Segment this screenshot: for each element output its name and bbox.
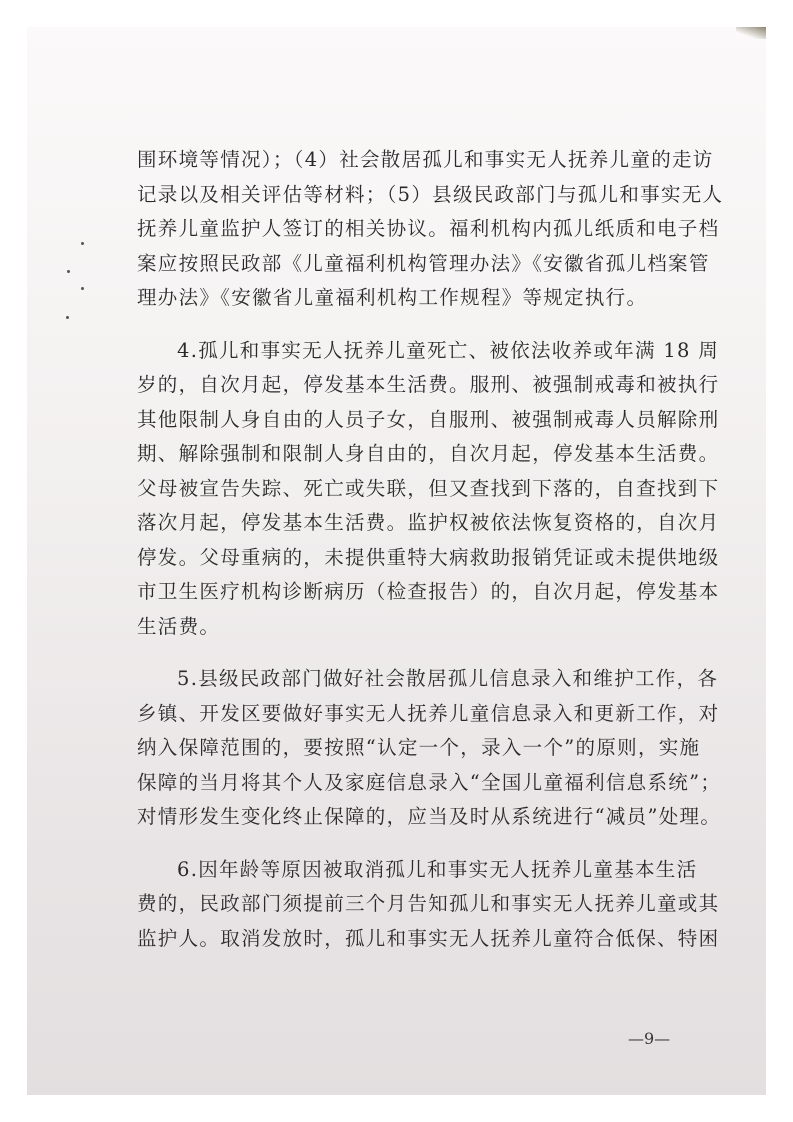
paragraph-item-4 [137,334,720,645]
text-line: 期、解除强制和限制人身自由的，自次月起，停发基本生活费。 [137,442,720,465]
text-line: 乡镇、开发区要做好事实无人抚养儿童信息录入和更新工作，对 [137,701,720,725]
document-body [137,143,724,956]
text-line: 6.因年龄等原因被取消孤儿和事实无人抚养儿童基本生活 [177,857,698,881]
text-line: 市卫生医疗机构诊断病历（检查报告）的，自次月起，停发基本 [137,580,720,603]
text-line: 费的，民政部门须提前三个月告知孤儿和事实无人抚养儿童或其 [137,892,720,915]
text-line: 监护人。取消发放时，孤儿和事实无人抚养儿童符合低保、特困 [137,926,720,950]
page-number: —9— [628,1029,671,1048]
speck-mark [66,316,69,319]
text-line: 落次月起，停发基本生活费。监护权被依法恢复资格的，自次月 [137,511,720,534]
text-line: 其他限制人身自由的人员子女，自服刑、被强制戒毒人员解除刑 [137,407,720,431]
speck-mark [67,270,70,273]
paragraph-item-6 [137,853,720,957]
paragraph-item-5 [137,662,722,835]
text-line: 抚养儿童监护人签订的相关协议。福利机构内孤儿纸质和电子档 [137,217,720,240]
text-line: 理办法》《安徽省儿童福利机构工作规程》等规定执行。 [137,286,648,309]
text-line: 纳入保障范围的，要按照“认定一个，录入一个”的原则，实施 [137,736,701,759]
speck-mark [81,242,84,245]
text-line: 岁的，自次月起，停发基本生活费。服刑、被强制戒毒和被执行 [137,373,720,396]
speck-mark [81,287,84,290]
text-line: 4.孤儿和事实无人抚养儿童死亡、被依法收养或年满 18 周 [177,338,720,362]
text-line: 案应按照民政部《儿童福利机构管理办法》《安徽省孤儿档案管 [137,251,710,275]
text-line: 停发。父母重病的，未提供重特大病救助报销凭证或未提供地级 [137,545,720,569]
text-line: 保障的当月将其个人及家庭信息录入“全国儿童福利信息系统”； [137,770,722,794]
text-line: 记录以及相关评估等材料；（5）县级民政部门与孤儿和事实无人 [137,182,724,206]
text-line: 对情形发生变化终止保障的，应当及时从系统进行“减员”处理。 [137,805,722,828]
text-line: 围环境等情况）；（4）社会散居孤儿和事实无人抚养儿童的走访 [137,148,714,171]
text-line: 父母被宣告失踪、死亡或失联，但又查找到下落的，自查找到下 [137,476,720,500]
text-line: 生活费。 [137,614,221,638]
text-line: 5.县级民政部门做好社会散居孤儿信息录入和维护工作，各 [177,667,719,690]
paragraph-continuation [137,143,724,316]
